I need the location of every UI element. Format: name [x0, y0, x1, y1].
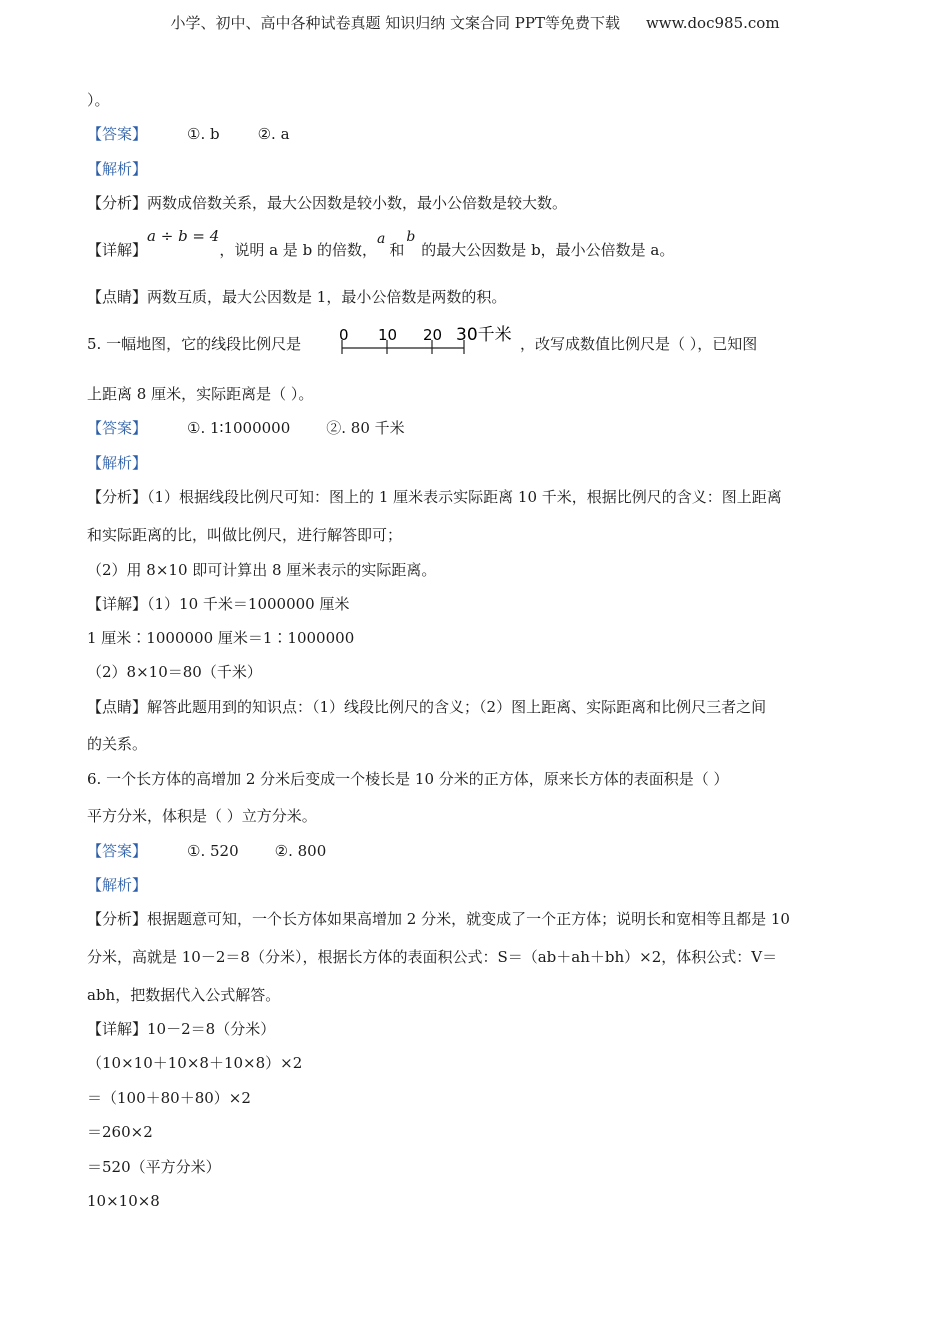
answer-1: ①. 1∶1000000: [187, 419, 291, 437]
calc-line: 10×10×8: [87, 1192, 160, 1210]
q5-xiangjie-line3: （2）8×10＝80（千米）: [87, 663, 262, 681]
var-b: b: [406, 229, 416, 245]
xiangjie-tag: 【详解】: [87, 595, 148, 613]
scale-label-0: 0: [339, 326, 349, 344]
answer-tag: 【答案】: [87, 125, 148, 143]
answer-2: ②. 80 千米: [326, 419, 405, 437]
scale-label-20: 20: [423, 326, 443, 344]
dianjing-text: 解答此题用到的知识点：（1）线段比例尺的含义；（2）图上距离、实际距离和比例尺三者之间: [147, 698, 767, 716]
dianjing-tag: 【点睛】: [87, 288, 148, 306]
xiangjie-text: （1）10 千米＝1000000 厘米: [147, 595, 350, 613]
q5-xiangjie-line2: 1 厘米∶1000000 厘米＝1∶1000000: [87, 629, 355, 647]
q5-xiangjie-line1: [87, 594, 350, 614]
answer-1: ①. b: [187, 125, 220, 143]
header-url: www.doc985.com: [645, 14, 780, 32]
xiangjie-text: 10－2＝8（分米）: [147, 1020, 276, 1038]
scale-label-10: 10: [378, 326, 398, 344]
var-a: a: [376, 231, 386, 247]
dianjing-text: 两数互质，最大公因数是 1，最小公倍数是两数的积。: [147, 288, 507, 306]
xiangjie-mid: ，说明 a 是 b 的倍数，: [219, 241, 377, 259]
calc-line: ＝260×2: [87, 1123, 153, 1141]
formula: a ÷ b = 4: [147, 227, 220, 245]
q6-fenxi-line2: 分米，高就是 10－2＝8（分米），根据长方体的表面积公式：S＝（ab＋ah＋bh）×2，体积公式：V＝: [87, 948, 778, 966]
q6-stem-line1: 6. 一个长方体的高增加 2 分米后变成一个棱长是 10 分米的正方体，原来长方体的表面积是（ ）: [87, 770, 729, 788]
dianjing-tag: 【点睛】: [87, 698, 148, 716]
q4-dianjing: [87, 287, 506, 307]
q5-dianjing-line2: 的关系。: [87, 735, 148, 753]
q6-fenxi-line1: [87, 909, 790, 929]
he: 和: [389, 241, 405, 259]
q5-stem-line2: 上距离 8 厘米，实际距离是（ ）。: [87, 385, 314, 403]
scale-bar-figure: [336, 324, 516, 358]
calc-line: ＝（100＋80＋80）×2: [87, 1089, 251, 1107]
answer-2: ②. 800: [274, 842, 327, 860]
q5-answer: [87, 418, 405, 438]
q6-stem-line2: 平方分米，体积是（ ）立方分米。: [87, 807, 317, 825]
header-text: 小学、初中、高中各种试卷真题 知识归纳 文案合同 PPT等免费下载: [170, 14, 620, 32]
fenxi-text: 根据题意可知，一个长方体如果高增加 2 分米，就变成了一个正方体；说明长和宽相等且都是 10: [147, 910, 790, 928]
q4-tail: ）。: [87, 91, 110, 109]
answer-tag: 【答案】: [87, 842, 148, 860]
q4-analysis-tag: 【解析】: [87, 160, 148, 178]
q6-answer: [87, 841, 326, 861]
fenxi-text: （1）根据线段比例尺可知：图上的 1 厘米表示实际距离 10 千米，根据比例尺的含义：图上距离: [147, 488, 782, 506]
q5-stem-start: 5. 一幅地图，它的线段比例尺是: [87, 335, 302, 353]
q5-stem-end: ，改写成数值比例尺是（ ），已知图: [520, 335, 758, 353]
fenxi-tag: 【分析】: [87, 194, 148, 212]
xiangjie-tag: 【详解】: [87, 1020, 148, 1038]
scale-label-30: 30千米: [456, 325, 512, 345]
fenxi-tag: 【分析】: [87, 910, 148, 928]
q5-stem: [87, 334, 301, 354]
q6-xiangjie-line1: [87, 1019, 275, 1039]
answer-tag: 【答案】: [87, 419, 148, 437]
calc-line: （10×10＋10×8＋10×8）×2: [87, 1054, 303, 1072]
page-header: [0, 12, 950, 33]
q5-dianjing-line1: [87, 697, 766, 717]
q4-fenxi: [87, 193, 567, 213]
q4-xiangjie: [87, 227, 675, 261]
fenxi-text: 两数成倍数关系，最大公因数是较小数，最小公倍数是较大数。: [147, 194, 568, 212]
q4-answer: [87, 124, 290, 144]
q6-fenxi-line3: abh，把数据代入公式解答。: [87, 986, 281, 1004]
q5-analysis-tag: 【解析】: [87, 454, 148, 472]
q6-analysis-tag: 【解析】: [87, 876, 148, 894]
calc-line: ＝520（平方分米）: [87, 1158, 221, 1176]
q5-fenxi-line2: 和实际距离的比，叫做比例尺，进行解答即可；: [87, 526, 403, 544]
answer-1: ①. 520: [187, 842, 239, 860]
xiangjie-end: 的最大公因数是 b，最小公倍数是 a。: [421, 241, 675, 259]
answer-2: ②. a: [257, 125, 290, 143]
q5-fenxi-line3: （2）用 8×10 即可计算出 8 厘米表示的实际距离。: [87, 561, 437, 579]
xiangjie-tag: 【详解】: [87, 241, 148, 259]
q5-fenxi-line1: [87, 487, 782, 507]
fenxi-tag: 【分析】: [87, 488, 148, 506]
